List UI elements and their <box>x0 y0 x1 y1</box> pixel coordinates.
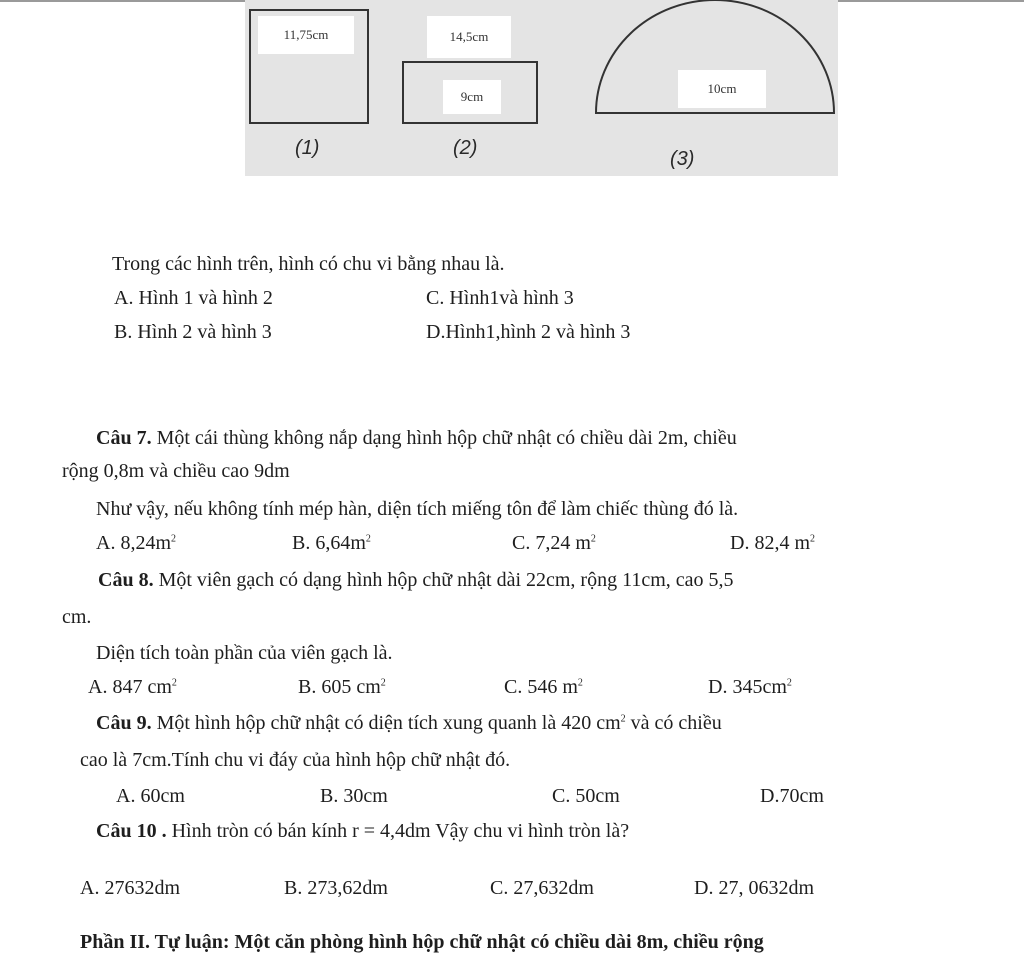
q6-option-b: B. Hình 2 và hình 3 <box>114 321 272 343</box>
q8-option-b: B. 605 $cm^2$ <box>298 676 386 698</box>
q6-option-d: D.Hình1,hình 2 và hình 3 <box>426 321 631 343</box>
q10-option-b: B. 273,62dm <box>284 877 388 899</box>
q7-option-a: A. $8,24m^2$ <box>96 532 176 554</box>
q10-option-c: C. 27,632dm <box>490 877 594 899</box>
q7-text1: Một cái thùng không nắp dạng hình hộp chữ nhật có chiều dài 2m, chiều <box>151 427 737 449</box>
q7-option-c: C. 7,24 $m^2$ <box>512 532 596 554</box>
q9-option-c: C. 50cm <box>552 785 620 807</box>
geometry-figure <box>245 0 838 176</box>
cutoff-next-section: Phần II. Tự luận: Một căn phòng hình hộp chữ nhật có chiều dài 8m, chiều rộng <box>80 931 764 953</box>
q8-line2: cm. <box>62 606 92 628</box>
shape1-caption: (1) <box>295 137 320 159</box>
shape2-inner-label: 9cm <box>443 80 501 114</box>
q6-stem: Trong các hình trên, hình có chu vi bằng nhau là. <box>112 253 505 275</box>
q9-option-a: A. 60cm <box>116 785 185 807</box>
q8-label: Câu 8. <box>98 569 154 591</box>
q7-line2: rộng 0,8m và chiều cao 9dm <box>62 460 290 482</box>
q6-option-c: C. Hình1và hình 3 <box>426 287 574 309</box>
q9-option-d: D.70cm <box>760 785 824 807</box>
q7-option-b: B. $6,64m^2$ <box>292 532 371 554</box>
shape3-label: 10cm <box>678 70 766 108</box>
q8-option-c: C. 546 $m^2$ <box>504 676 583 698</box>
q10-label: Câu 10 . <box>96 820 167 842</box>
q8-line3: Diện tích toàn phần của viên gạch là. <box>96 642 393 664</box>
q8-option-a: A. 847 $cm^2$ <box>88 676 177 698</box>
q9-option-b: B. 30cm <box>320 785 388 807</box>
shape1-label: 11,75cm <box>258 16 354 54</box>
q7-line3: Như vậy, nếu không tính mép hàn, diện tích miếng tôn để làm chiếc thùng đó là. <box>96 498 739 520</box>
shape2-caption: (2) <box>453 137 478 159</box>
q7-option-d: D. 82,4 $m^2$ <box>730 532 815 554</box>
q7-line1 <box>96 428 737 448</box>
shape2-top-label: 14,5cm <box>427 16 511 58</box>
shape3-caption: (3) <box>670 148 695 170</box>
q9-line2: cao là 7cm.Tính chu vi đáy của hình hộp chữ nhật đó. <box>80 749 511 771</box>
q9-label: Câu 9. <box>96 712 152 734</box>
q6-option-a: A. Hình 1 và hình 2 <box>114 287 273 309</box>
q8-line1 <box>98 570 734 590</box>
q10-option-d: D. 27, 0632dm <box>694 877 814 899</box>
q10-line1: Câu 10 . Hình tròn có bán kính r = 4,4dm Vậy chu vi hình tròn là? <box>96 820 630 842</box>
q7-label: Câu 7. <box>96 427 152 449</box>
q9-line1: Câu 9. Một hình hộp chữ nhật có diện tích xung quanh là 420 $cm^2$ và có chiều <box>96 712 722 734</box>
q8-option-d: D. $345cm^2$ <box>708 676 792 698</box>
q8-text1: Một viên gạch có dạng hình hộp chữ nhật dài 22cm, rộng 11cm, cao 5,5 <box>153 569 734 591</box>
q10-option-a: A. 27632dm <box>80 877 180 899</box>
